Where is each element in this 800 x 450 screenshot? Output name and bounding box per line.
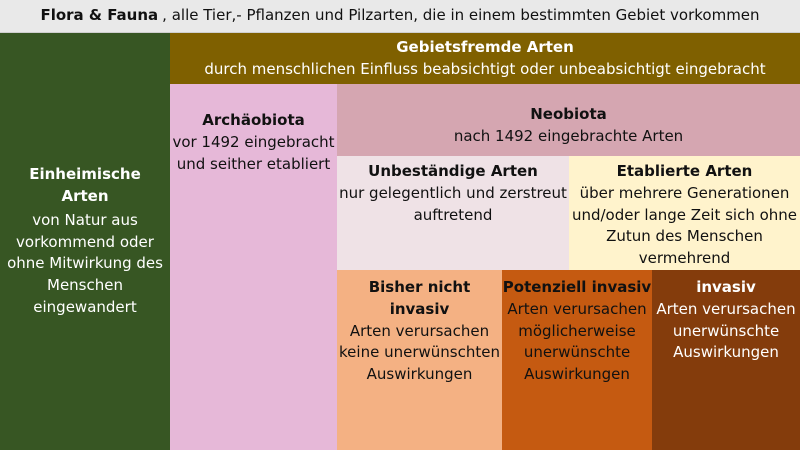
alien-desc: durch menschlichen Einfluss beabsichtigt oder unbeabsichtigt eingebracht (204, 59, 766, 78)
title-bold: Flora & Fauna (40, 6, 159, 25)
potentially-invasive-desc: Arten verursachen möglicherweise unerwünschte Auswirkungen (507, 299, 647, 383)
native-desc: von Natur aus vorkommend oder ohne Mitwirkung des Menschen eingewandert (7, 210, 163, 316)
not-invasive-title: Bisher nicht invasiv (368, 278, 471, 318)
invasive-title: invasiv (696, 278, 756, 296)
neobiota-box (337, 84, 800, 156)
potentially-invasive-box (502, 270, 652, 450)
neobiota-title: Neobiota (530, 105, 607, 123)
archaeobiota-title: Archäobiota (202, 111, 305, 129)
neobiota-desc: nach 1492 eingebrachte Arten (453, 126, 684, 145)
alien-title: Gebietsfremde Arten (396, 38, 574, 56)
potentially-invasive-title: Potenziell invasiv (502, 278, 652, 296)
invasive-box (652, 270, 800, 450)
invasive-desc: Arten verursachen unerwünschte Auswirkungen (656, 299, 796, 362)
native-species-box (0, 33, 170, 450)
established-title: Etablierte Arten (616, 162, 753, 180)
unstable-title: Unbeständige Arten (368, 162, 538, 180)
unstable-species-box (337, 156, 569, 270)
established-desc: über mehrere Generationen und/oder lange Zeit sich ohne Zutun des Menschen vermehrend (571, 183, 798, 267)
alien-species-box (170, 33, 800, 84)
native-title: Einheimische Arten (29, 165, 141, 206)
unstable-desc: nur gelegentlich und zerstreut auftretend (339, 183, 567, 224)
not-invasive-box (337, 270, 502, 450)
not-invasive-desc: Arten verursachen keine unerwünschten Auswirkungen (339, 321, 500, 383)
established-species-box (569, 156, 800, 270)
archaeobiota-desc: vor 1492 eingebracht und seither etabliert (172, 132, 335, 173)
archaeobiota-box (170, 84, 337, 450)
title-rest: , alle Tier,- Pflanzen und Pilzarten, die in einem bestimmten Gebiet vorkommen (162, 6, 760, 25)
diagram-title (0, 0, 800, 33)
